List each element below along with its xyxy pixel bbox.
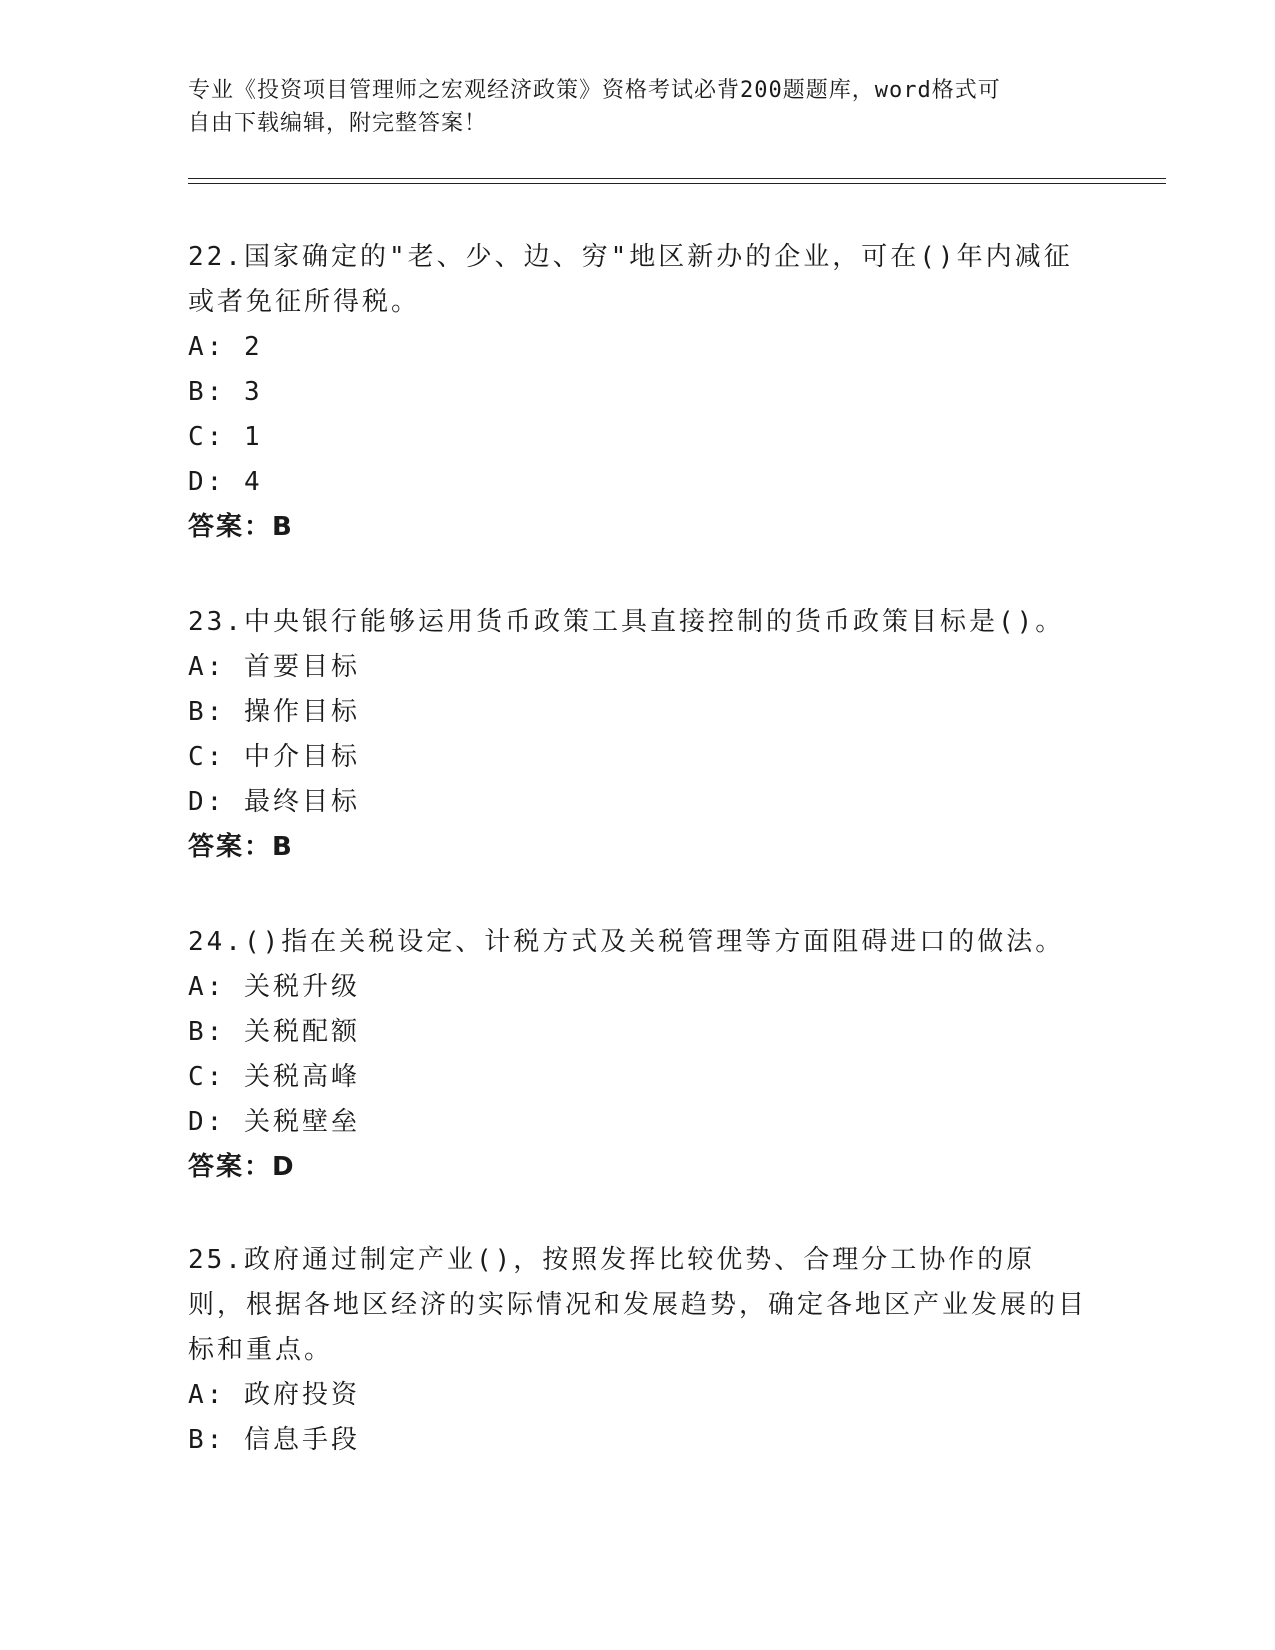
option-d: D: 4 (188, 467, 263, 497)
option-c: C: 关税高峰 (188, 1062, 360, 1092)
answer: 答案：B (188, 512, 294, 542)
option-c: C: 中介目标 (188, 742, 360, 772)
question-24 (188, 920, 1088, 1190)
option-d: D: 最终目标 (188, 787, 360, 817)
option-a: A: 关税升级 (188, 972, 360, 1002)
option-a: A: 2 (188, 332, 263, 362)
option-d: D: 关税壁垒 (188, 1107, 360, 1137)
answer: 答案：B (188, 832, 294, 862)
question-23 (188, 600, 1088, 870)
document-header (188, 74, 1078, 140)
option-a: A: 首要目标 (188, 652, 360, 682)
answer: 答案：D (188, 1152, 296, 1182)
option-b: B: 关税配额 (188, 1017, 360, 1047)
header-divider-top (188, 178, 1166, 179)
question-stem: 24.()指在关税设定、计税方式及关税管理等方面阻碍进口的做法。 (188, 927, 1065, 957)
header-divider-bottom (188, 183, 1166, 184)
option-b: B: 操作目标 (188, 697, 360, 727)
header-title-line-2: 自由下载编辑，附完整答案！ (188, 111, 488, 136)
question-stem: 22.国家确定的"老、少、边、穷"地区新办的企业，可在()年内减征或者免征所得税。 (188, 242, 1073, 317)
question-25 (188, 1238, 1088, 1463)
question-stem: 25.政府通过制定产业()，按照发挥比较优势、合理分工协作的原则，根据各地区经济的实际情况和发展趋势，确定各地区产业发展的目标和重点。 (188, 1245, 1088, 1365)
option-b: B: 信息手段 (188, 1425, 360, 1455)
header-title-line-1: 专业《投资项目管理师之宏观经济政策》资格考试必背200题题库，word格式可 (188, 78, 1001, 103)
option-c: C: 1 (188, 422, 263, 452)
question-stem: 23.中央银行能够运用货币政策工具直接控制的货币政策目标是()。 (188, 607, 1065, 637)
option-b: B: 3 (188, 377, 263, 407)
option-a: A: 政府投资 (188, 1380, 360, 1410)
question-22 (188, 235, 1088, 550)
